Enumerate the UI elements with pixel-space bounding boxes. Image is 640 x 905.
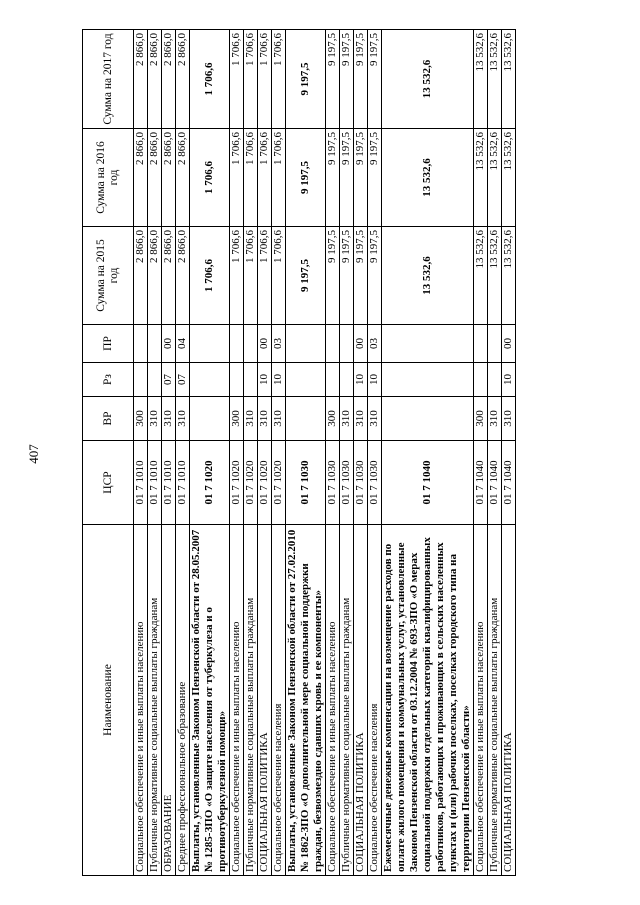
table-row — [176, 30, 190, 876]
cell-vr: 310 — [176, 397, 190, 441]
header-rz: Рз — [83, 363, 134, 397]
cell-csr: 01 7 1040 — [488, 441, 502, 525]
table-row — [474, 30, 488, 876]
cell-sum-2017: 13 532,6 — [488, 30, 502, 129]
cell-rz — [148, 363, 162, 397]
cell-name: СОЦИАЛЬНАЯ ПОЛИТИКА — [354, 525, 368, 876]
cell-vr: 310 — [354, 397, 368, 441]
cell-sum-2016: 1 706,6 — [272, 129, 286, 227]
cell-sum-2017: 13 532,6 — [474, 30, 488, 129]
cell-rz: 10 — [272, 363, 286, 397]
cell-csr: 01 7 1010 — [162, 441, 176, 525]
cell-rz — [326, 363, 340, 397]
table-row — [258, 30, 272, 876]
header-pr: ПР — [83, 325, 134, 363]
cell-sum-2015: 1 706,6 — [272, 227, 286, 325]
cell-name: Социальное обеспечение и иные выплаты населению — [474, 525, 488, 876]
table-row — [326, 30, 340, 876]
cell-name: Среднее профессиональное образование — [176, 525, 190, 876]
cell-csr: 01 7 1030 — [286, 441, 326, 525]
cell-sum-2016: 1 706,6 — [190, 129, 230, 227]
cell-pr — [474, 325, 488, 363]
cell-pr — [244, 325, 258, 363]
cell-vr: 310 — [244, 397, 258, 441]
cell-sum-2016: 13 532,6 — [474, 129, 488, 227]
cell-vr: 310 — [272, 397, 286, 441]
cell-sum-2017: 1 706,6 — [272, 30, 286, 129]
cell-pr — [382, 325, 474, 363]
cell-vr: 300 — [134, 397, 148, 441]
header-vr: ВР — [83, 397, 134, 441]
cell-rz — [382, 363, 474, 397]
cell-sum-2016: 2 866,0 — [148, 129, 162, 227]
cell-vr: 300 — [230, 397, 244, 441]
budget-table — [82, 29, 516, 876]
cell-sum-2016: 9 197,5 — [368, 129, 382, 227]
cell-sum-2015: 2 866,0 — [134, 227, 148, 325]
cell-csr: 01 7 1020 — [258, 441, 272, 525]
cell-name: Ежемесячные денежные компенсации на возмещение расходов по оплате жилого помещения и коммунальных услуг, установленные Законом Пензенской области от 03.12.2004 № 693-ЗПО «О мерах социальной поддержки отдельных категорий квалифицированных работников, работающих и проживающих в сельских населенных пунктах и (или) рабочих поселках, поселках городского типа на территории Пензенской области» — [382, 525, 474, 876]
cell-name: Социальное обеспечение и иные выплаты населению — [326, 525, 340, 876]
cell-vr — [190, 397, 230, 441]
cell-name: Социальное обеспечение населения — [272, 525, 286, 876]
cell-pr: 04 — [176, 325, 190, 363]
cell-rz — [230, 363, 244, 397]
table-row — [190, 30, 230, 876]
cell-name: СОЦИАЛЬНАЯ ПОЛИТИКА — [502, 525, 516, 876]
cell-pr — [488, 325, 502, 363]
cell-name: ОБРАЗОВАНИЕ — [162, 525, 176, 876]
cell-csr: 01 7 1030 — [368, 441, 382, 525]
cell-pr: 00 — [354, 325, 368, 363]
cell-name: Публичные нормативные социальные выплаты гражданам — [244, 525, 258, 876]
cell-pr — [326, 325, 340, 363]
cell-rz — [286, 363, 326, 397]
cell-rz: 10 — [368, 363, 382, 397]
cell-rz: 07 — [162, 363, 176, 397]
cell-vr: 310 — [340, 397, 354, 441]
cell-pr: 03 — [272, 325, 286, 363]
cell-pr: 00 — [162, 325, 176, 363]
cell-vr — [286, 397, 326, 441]
cell-rz — [134, 363, 148, 397]
cell-sum-2016: 13 532,6 — [382, 129, 474, 227]
cell-rz: 07 — [176, 363, 190, 397]
cell-rz: 10 — [258, 363, 272, 397]
header-csr: ЦСР — [83, 441, 134, 525]
header-name: Наименование — [83, 525, 134, 876]
cell-vr: 310 — [162, 397, 176, 441]
cell-sum-2017: 1 706,6 — [258, 30, 272, 129]
cell-sum-2015: 9 197,5 — [368, 227, 382, 325]
cell-sum-2017: 2 866,0 — [162, 30, 176, 129]
cell-sum-2017: 2 866,0 — [134, 30, 148, 129]
cell-pr — [134, 325, 148, 363]
cell-rz — [474, 363, 488, 397]
cell-vr: 310 — [488, 397, 502, 441]
table-row — [134, 30, 148, 876]
cell-sum-2017: 2 866,0 — [176, 30, 190, 129]
cell-vr: 300 — [326, 397, 340, 441]
cell-csr: 01 7 1020 — [190, 441, 230, 525]
cell-sum-2015: 9 197,5 — [286, 227, 326, 325]
cell-sum-2017: 2 866,0 — [148, 30, 162, 129]
table-header-row — [83, 30, 134, 876]
table-row — [244, 30, 258, 876]
cell-sum-2016: 2 866,0 — [134, 129, 148, 227]
cell-csr: 01 7 1040 — [474, 441, 488, 525]
cell-sum-2017: 9 197,5 — [340, 30, 354, 129]
cell-sum-2015: 9 197,5 — [326, 227, 340, 325]
cell-sum-2016: 9 197,5 — [326, 129, 340, 227]
cell-sum-2017: 9 197,5 — [326, 30, 340, 129]
cell-vr: 310 — [368, 397, 382, 441]
cell-csr: 01 7 1030 — [326, 441, 340, 525]
table-body — [134, 30, 516, 876]
table-row — [382, 30, 474, 876]
cell-sum-2015: 13 532,6 — [502, 227, 516, 325]
cell-sum-2016: 1 706,6 — [230, 129, 244, 227]
table-row — [340, 30, 354, 876]
cell-sum-2016: 1 706,6 — [244, 129, 258, 227]
table-row — [354, 30, 368, 876]
table-row — [488, 30, 502, 876]
cell-pr: 00 — [258, 325, 272, 363]
cell-sum-2017: 13 532,6 — [382, 30, 474, 129]
cell-name: Выплаты, установленные Законом Пензенской области от 27.02.2010 № 1862-ЗПО «О дополнительной мере социальной поддержки граждан, безвозмездно сдавших кровь и ее компоненты» — [286, 525, 326, 876]
cell-rz — [488, 363, 502, 397]
cell-sum-2016: 13 532,6 — [488, 129, 502, 227]
cell-vr: 310 — [148, 397, 162, 441]
cell-rz — [244, 363, 258, 397]
cell-rz — [190, 363, 230, 397]
cell-sum-2016: 2 866,0 — [176, 129, 190, 227]
cell-sum-2016: 9 197,5 — [286, 129, 326, 227]
cell-vr: 300 — [474, 397, 488, 441]
cell-sum-2015: 9 197,5 — [340, 227, 354, 325]
cell-sum-2017: 1 706,6 — [230, 30, 244, 129]
cell-name: Социальное обеспечение населения — [368, 525, 382, 876]
cell-sum-2016: 9 197,5 — [354, 129, 368, 227]
table-row — [286, 30, 326, 876]
page-number: 407 — [25, 444, 41, 464]
rotated-page-content — [82, 30, 568, 876]
cell-sum-2017: 9 197,5 — [368, 30, 382, 129]
cell-sum-2015: 1 706,6 — [190, 227, 230, 325]
cell-rz — [340, 363, 354, 397]
cell-rz: 10 — [502, 363, 516, 397]
cell-sum-2016: 1 706,6 — [258, 129, 272, 227]
cell-vr: 310 — [258, 397, 272, 441]
cell-csr: 01 7 1040 — [502, 441, 516, 525]
cell-sum-2016: 13 532,6 — [502, 129, 516, 227]
cell-pr: 00 — [502, 325, 516, 363]
cell-csr: 01 7 1030 — [340, 441, 354, 525]
cell-sum-2017: 1 706,6 — [190, 30, 230, 129]
cell-sum-2015: 2 866,0 — [176, 227, 190, 325]
cell-sum-2015: 1 706,6 — [258, 227, 272, 325]
cell-sum-2015: 2 866,0 — [162, 227, 176, 325]
cell-csr: 01 7 1040 — [382, 441, 474, 525]
cell-sum-2015: 1 706,6 — [244, 227, 258, 325]
cell-sum-2015: 9 197,5 — [354, 227, 368, 325]
cell-sum-2015: 13 532,6 — [474, 227, 488, 325]
cell-name: Социальное обеспечение и иные выплаты населению — [134, 525, 148, 876]
cell-sum-2015: 13 532,6 — [382, 227, 474, 325]
table-row — [502, 30, 516, 876]
cell-pr: 03 — [368, 325, 382, 363]
table-row — [368, 30, 382, 876]
cell-name: Социальное обеспечение и иные выплаты населению — [230, 525, 244, 876]
cell-sum-2016: 2 866,0 — [162, 129, 176, 227]
cell-sum-2015: 13 532,6 — [488, 227, 502, 325]
cell-pr — [190, 325, 230, 363]
cell-csr: 01 7 1020 — [244, 441, 258, 525]
cell-csr: 01 7 1030 — [354, 441, 368, 525]
cell-pr — [230, 325, 244, 363]
header-sum-2017: Сумма на 2017 год — [83, 30, 134, 129]
cell-vr: 310 — [502, 397, 516, 441]
table-row — [230, 30, 244, 876]
cell-sum-2015: 1 706,6 — [230, 227, 244, 325]
cell-csr: 01 7 1020 — [230, 441, 244, 525]
cell-pr — [286, 325, 326, 363]
table-row — [162, 30, 176, 876]
cell-csr: 01 7 1010 — [176, 441, 190, 525]
cell-sum-2017: 13 532,6 — [502, 30, 516, 129]
header-sum-2016: Сумма на 2016 год — [83, 129, 134, 227]
cell-sum-2017: 9 197,5 — [354, 30, 368, 129]
cell-csr: 01 7 1010 — [148, 441, 162, 525]
cell-vr — [382, 397, 474, 441]
cell-pr — [148, 325, 162, 363]
table-row — [148, 30, 162, 876]
cell-rz: 10 — [354, 363, 368, 397]
table-container — [82, 30, 568, 876]
cell-sum-2016: 9 197,5 — [340, 129, 354, 227]
cell-sum-2017: 9 197,5 — [286, 30, 326, 129]
cell-name: Публичные нормативные социальные выплаты гражданам — [148, 525, 162, 876]
cell-name: Выплаты, установленные Законом Пензенской области от 28.05.2007 № 1285-ЗПО «О защите населения от туберкулеза и о противотуберкулезной помощи» — [190, 525, 230, 876]
cell-name: СОЦИАЛЬНАЯ ПОЛИТИКА — [258, 525, 272, 876]
cell-csr: 01 7 1010 — [134, 441, 148, 525]
cell-sum-2015: 2 866,0 — [148, 227, 162, 325]
cell-pr — [340, 325, 354, 363]
cell-sum-2017: 1 706,6 — [244, 30, 258, 129]
header-sum-2015: Сумма на 2015 год — [83, 227, 134, 325]
table-row — [272, 30, 286, 876]
cell-csr: 01 7 1020 — [272, 441, 286, 525]
cell-name: Публичные нормативные социальные выплаты гражданам — [488, 525, 502, 876]
cell-name: Публичные нормативные социальные выплаты гражданам — [340, 525, 354, 876]
